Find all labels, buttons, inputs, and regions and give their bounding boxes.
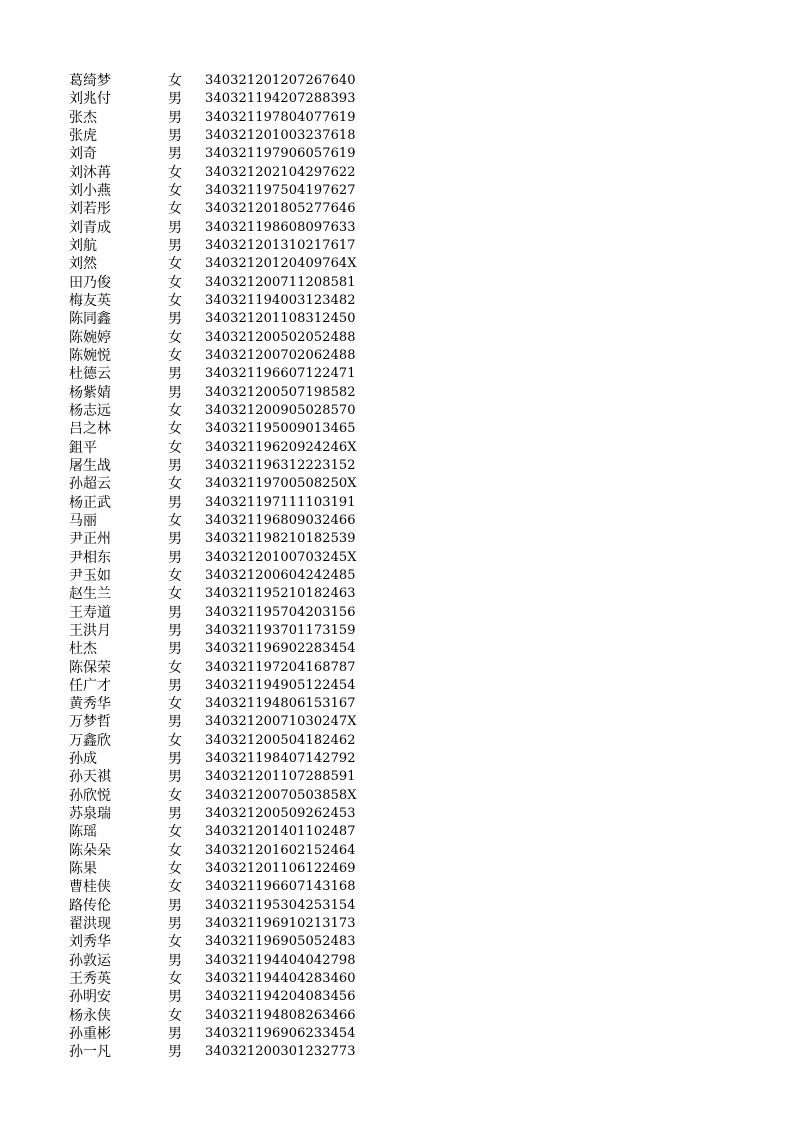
record-name: 杨正武 xyxy=(69,494,111,511)
record-row xyxy=(0,402,793,420)
record-row xyxy=(0,842,793,860)
record-row xyxy=(0,1043,793,1061)
record-gender: 男 xyxy=(168,109,182,126)
record-gender: 女 xyxy=(168,971,182,988)
record-row xyxy=(0,274,793,292)
record-name: 张杰 xyxy=(69,109,97,126)
record-id-number: 340321196905052483 xyxy=(205,934,356,950)
record-id-number: 340321200301232773 xyxy=(205,1044,356,1060)
record-id-number: 340321200504182462 xyxy=(205,732,356,748)
record-id-number: 340321201106122469 xyxy=(205,861,356,877)
record-name: 路传伦 xyxy=(69,897,111,914)
record-row xyxy=(0,420,793,438)
record-row xyxy=(0,237,793,255)
record-gender: 女 xyxy=(168,842,182,859)
record-id-number: 34032120070503858X xyxy=(205,787,357,803)
record-name: 陈朵朵 xyxy=(69,842,111,859)
record-gender: 男 xyxy=(168,384,182,401)
record-name: 孙重彬 xyxy=(69,1026,111,1043)
record-gender: 女 xyxy=(168,934,182,951)
record-row xyxy=(0,219,793,237)
record-row xyxy=(0,494,793,512)
record-gender: 男 xyxy=(168,677,182,694)
record-name: 杜德云 xyxy=(69,366,111,383)
record-gender: 女 xyxy=(168,586,182,603)
record-name: 陈婉悦 xyxy=(69,347,111,364)
record-row xyxy=(0,659,793,677)
record-id-number: 34032119620924246X xyxy=(205,439,357,455)
record-name: 孙一凡 xyxy=(69,1044,111,1061)
record-row xyxy=(0,255,793,273)
record-row xyxy=(0,384,793,402)
record-gender: 女 xyxy=(168,256,182,273)
record-gender: 男 xyxy=(168,1044,182,1061)
record-gender: 男 xyxy=(168,237,182,254)
record-row xyxy=(0,182,793,200)
record-id-number: 340321195704203156 xyxy=(205,604,356,620)
record-id-number: 340321201108312450 xyxy=(205,311,356,327)
record-id-number: 340321196906233454 xyxy=(205,1026,356,1042)
record-row xyxy=(0,164,793,182)
record-name: 黄秀华 xyxy=(69,696,111,713)
record-name: 赵生兰 xyxy=(69,586,111,603)
record-id-number: 340321201602152464 xyxy=(205,842,356,858)
record-gender: 女 xyxy=(168,787,182,804)
record-name: 杨紫婧 xyxy=(69,384,111,401)
record-row xyxy=(0,585,793,603)
record-gender: 男 xyxy=(168,366,182,383)
record-gender: 男 xyxy=(168,311,182,328)
record-id-number: 340321196809032466 xyxy=(205,512,356,528)
record-name: 刘航 xyxy=(69,237,97,254)
record-gender: 男 xyxy=(168,952,182,969)
record-name: 吕之林 xyxy=(69,421,111,438)
record-gender: 女 xyxy=(168,73,182,89)
record-row xyxy=(0,72,793,90)
record-id-number: 34032120071030247X xyxy=(205,714,357,730)
record-name: 田乃俊 xyxy=(69,274,111,291)
record-row xyxy=(0,200,793,218)
record-id-number: 340321194905122454 xyxy=(205,677,356,693)
record-name: 孙天祺 xyxy=(69,769,111,786)
record-name: 万梦哲 xyxy=(69,714,111,731)
record-name: 杜杰 xyxy=(69,641,97,658)
record-name: 王洪月 xyxy=(69,622,111,639)
record-name: 刘秀华 xyxy=(69,934,111,951)
record-name: 孙欣悦 xyxy=(69,787,111,804)
record-name: 王秀英 xyxy=(69,971,111,988)
record-id-number: 340321197804077619 xyxy=(205,109,356,125)
record-row xyxy=(0,457,793,475)
records-list xyxy=(0,72,793,1062)
record-id-number: 34032119700508250X xyxy=(205,476,357,492)
record-id-number: 340321197111103191 xyxy=(205,494,356,510)
record-row xyxy=(0,604,793,622)
record-name: 鉏平 xyxy=(69,439,97,456)
record-gender: 男 xyxy=(168,622,182,639)
record-gender: 女 xyxy=(168,696,182,713)
record-row xyxy=(0,640,793,658)
record-id-number: 340321197204168787 xyxy=(205,659,356,675)
record-gender: 女 xyxy=(168,329,182,346)
record-gender: 男 xyxy=(168,989,182,1006)
record-row xyxy=(0,347,793,365)
record-name: 刘然 xyxy=(69,256,97,273)
record-row xyxy=(0,567,793,585)
record-name: 陈保荣 xyxy=(69,659,111,676)
record-gender: 女 xyxy=(168,439,182,456)
record-name: 陈婉婷 xyxy=(69,329,111,346)
record-row xyxy=(0,512,793,530)
record-id-number: 340321201207267640 xyxy=(205,73,356,88)
record-name: 刘小燕 xyxy=(69,182,111,199)
record-gender: 男 xyxy=(168,751,182,768)
record-id-number: 340321200702062488 xyxy=(205,347,356,363)
record-gender: 男 xyxy=(168,127,182,144)
record-id-number: 34032120120409764X xyxy=(205,256,357,272)
record-id-number: 340321195304253154 xyxy=(205,897,356,913)
record-name: 刘若彤 xyxy=(69,201,111,218)
record-row xyxy=(0,713,793,731)
record-gender: 女 xyxy=(168,1007,182,1024)
record-id-number: 340321196607143168 xyxy=(205,879,356,895)
record-gender: 男 xyxy=(168,531,182,548)
record-name: 梅友英 xyxy=(69,292,111,309)
record-name: 孙超云 xyxy=(69,476,111,493)
record-gender: 男 xyxy=(168,549,182,566)
record-id-number: 340321197504197627 xyxy=(205,182,356,198)
record-id-number: 340321200509262453 xyxy=(205,806,356,822)
record-name: 陈果 xyxy=(69,861,97,878)
record-id-number: 340321194003123482 xyxy=(205,292,356,308)
record-gender: 女 xyxy=(168,347,182,364)
record-id-number: 340321200711208581 xyxy=(205,274,356,290)
record-gender: 女 xyxy=(168,824,182,841)
record-id-number: 340321196910213173 xyxy=(205,916,356,932)
record-name: 张虎 xyxy=(69,127,97,144)
record-id-number: 340321200604242485 xyxy=(205,567,356,583)
record-id-number: 340321198608097633 xyxy=(205,219,356,235)
record-name: 万鑫欣 xyxy=(69,732,111,749)
record-id-number: 340321196312223152 xyxy=(205,457,356,473)
record-row xyxy=(0,860,793,878)
record-row xyxy=(0,805,793,823)
record-gender: 女 xyxy=(168,861,182,878)
record-gender: 女 xyxy=(168,567,182,584)
record-row xyxy=(0,823,793,841)
record-row xyxy=(0,329,793,347)
record-gender: 女 xyxy=(168,879,182,896)
record-name: 葛绮梦 xyxy=(69,73,111,89)
record-row xyxy=(0,530,793,548)
record-id-number: 340321194207288393 xyxy=(205,91,356,107)
record-gender: 女 xyxy=(168,732,182,749)
record-id-number: 340321197906057619 xyxy=(205,146,356,162)
record-id-number: 340321198210182539 xyxy=(205,531,356,547)
record-name: 翟洪现 xyxy=(69,916,111,933)
record-id-number: 340321194404283460 xyxy=(205,971,356,987)
record-name: 孙成 xyxy=(69,751,97,768)
record-name: 曹桂侠 xyxy=(69,879,111,896)
record-row xyxy=(0,933,793,951)
record-gender: 男 xyxy=(168,1026,182,1043)
record-id-number: 340321201805277646 xyxy=(205,201,356,217)
record-name: 任广才 xyxy=(69,677,111,694)
record-gender: 女 xyxy=(168,274,182,291)
record-id-number: 340321196902283454 xyxy=(205,641,356,657)
record-row xyxy=(0,439,793,457)
record-row xyxy=(0,750,793,768)
record-gender: 男 xyxy=(168,219,182,236)
record-id-number: 340321196607122471 xyxy=(205,366,356,382)
record-name: 杨志远 xyxy=(69,402,111,419)
record-row xyxy=(0,677,793,695)
record-row xyxy=(0,787,793,805)
record-id-number: 340321201107288591 xyxy=(205,769,356,785)
record-row xyxy=(0,292,793,310)
record-id-number: 340321193701173159 xyxy=(205,622,356,638)
record-gender: 女 xyxy=(168,182,182,199)
record-row xyxy=(0,897,793,915)
record-gender: 男 xyxy=(168,641,182,658)
record-name: 孙敦运 xyxy=(69,952,111,969)
record-id-number: 340321202104297622 xyxy=(205,164,356,180)
record-name: 陈瑶 xyxy=(69,824,97,841)
record-row xyxy=(0,365,793,383)
record-name: 尹正州 xyxy=(69,531,111,548)
record-gender: 女 xyxy=(168,201,182,218)
record-id-number: 340321194808263466 xyxy=(205,1007,356,1023)
record-row xyxy=(0,768,793,786)
record-row xyxy=(0,1007,793,1025)
record-row xyxy=(0,695,793,713)
record-gender: 男 xyxy=(168,494,182,511)
record-name: 尹玉如 xyxy=(69,567,111,584)
record-name: 刘奇 xyxy=(69,146,97,163)
record-id-number: 340321200507198582 xyxy=(205,384,356,400)
record-id-number: 340321198407142792 xyxy=(205,751,356,767)
record-row xyxy=(0,622,793,640)
record-name: 马丽 xyxy=(69,512,97,529)
record-name: 屠生战 xyxy=(69,457,111,474)
record-row xyxy=(0,549,793,567)
record-row xyxy=(0,915,793,933)
record-gender: 女 xyxy=(168,476,182,493)
record-row xyxy=(0,970,793,988)
record-row xyxy=(0,109,793,127)
record-row xyxy=(0,127,793,145)
record-id-number: 340321195009013465 xyxy=(205,421,356,437)
record-gender: 女 xyxy=(168,164,182,181)
record-row xyxy=(0,1025,793,1043)
record-name: 刘青成 xyxy=(69,219,111,236)
record-gender: 男 xyxy=(168,91,182,108)
record-gender: 女 xyxy=(168,421,182,438)
record-row xyxy=(0,90,793,108)
record-name: 刘沐苒 xyxy=(69,164,111,181)
record-name: 杨永侠 xyxy=(69,1007,111,1024)
record-id-number: 340321201003237618 xyxy=(205,127,356,143)
record-row xyxy=(0,878,793,896)
record-row xyxy=(0,310,793,328)
record-id-number: 340321201401102487 xyxy=(205,824,356,840)
record-name: 苏泉瑞 xyxy=(69,806,111,823)
record-row xyxy=(0,988,793,1006)
record-gender: 女 xyxy=(168,659,182,676)
record-id-number: 340321194806153167 xyxy=(205,696,356,712)
record-gender: 女 xyxy=(168,292,182,309)
record-gender: 男 xyxy=(168,897,182,914)
record-id-number: 34032120100703245X xyxy=(205,549,357,565)
record-name: 陈同鑫 xyxy=(69,311,111,328)
record-name: 王寿道 xyxy=(69,604,111,621)
record-gender: 男 xyxy=(168,604,182,621)
record-gender: 男 xyxy=(168,457,182,474)
record-row xyxy=(0,145,793,163)
record-id-number: 340321194204083456 xyxy=(205,989,356,1005)
record-id-number: 340321200502052488 xyxy=(205,329,356,345)
record-id-number: 340321201310217617 xyxy=(205,237,356,253)
record-name: 刘兆付 xyxy=(69,91,111,108)
record-id-number: 340321200905028570 xyxy=(205,402,356,418)
record-row xyxy=(0,952,793,970)
record-gender: 男 xyxy=(168,714,182,731)
record-name: 尹相东 xyxy=(69,549,111,566)
record-gender: 男 xyxy=(168,916,182,933)
record-name: 孙明安 xyxy=(69,989,111,1006)
record-gender: 女 xyxy=(168,512,182,529)
record-gender: 男 xyxy=(168,146,182,163)
record-gender: 女 xyxy=(168,402,182,419)
record-id-number: 340321195210182463 xyxy=(205,586,356,602)
record-row xyxy=(0,475,793,493)
record-gender: 男 xyxy=(168,806,182,823)
record-id-number: 340321194404042798 xyxy=(205,952,356,968)
record-gender: 男 xyxy=(168,769,182,786)
record-row xyxy=(0,732,793,750)
